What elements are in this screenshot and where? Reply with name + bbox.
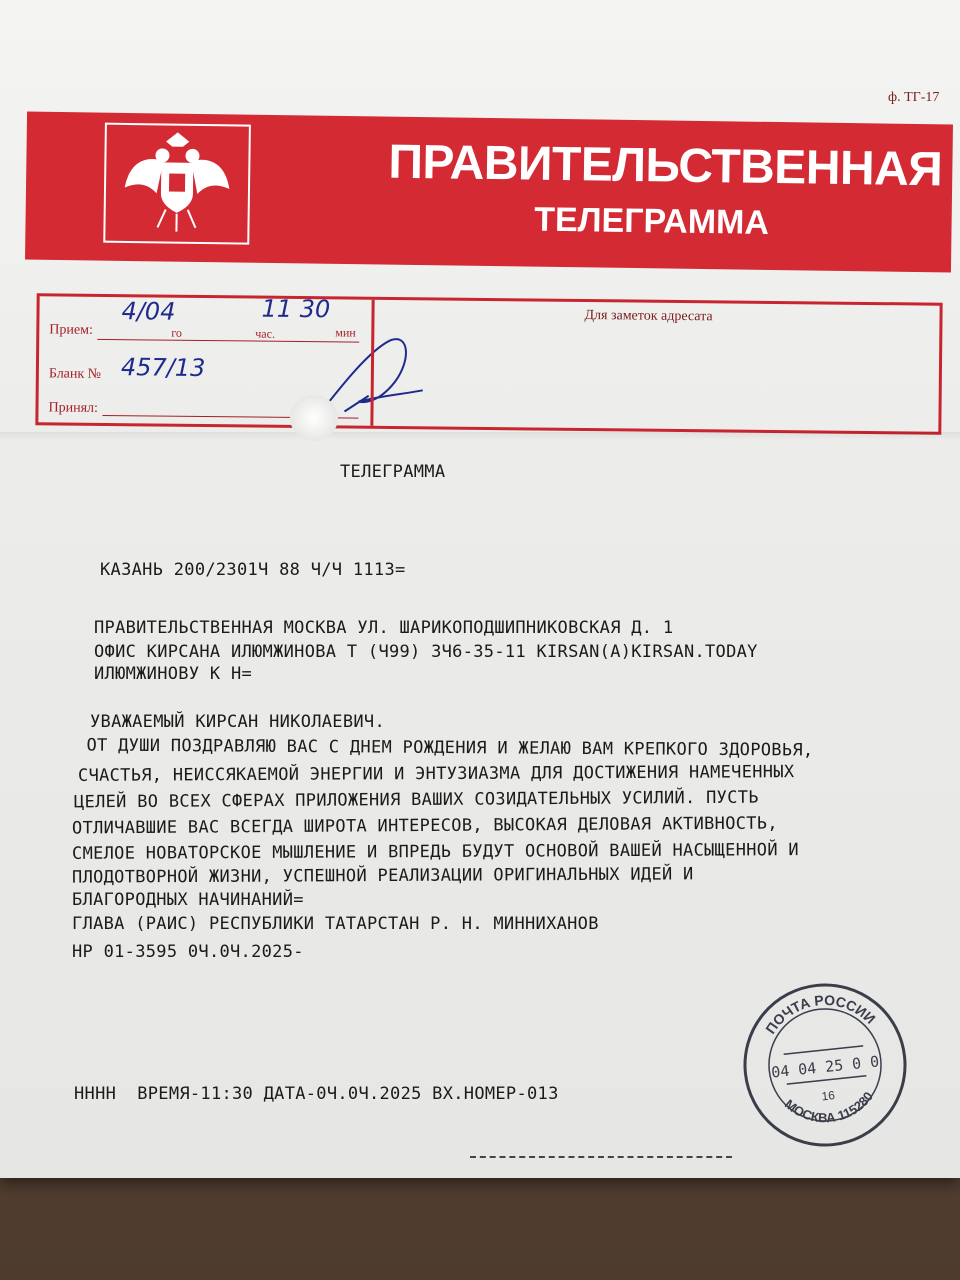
stamp-number: 16 — [820, 1088, 836, 1104]
stamp-top-text: ПОЧТА РОССИИ — [762, 991, 879, 1037]
handwritten-time: 11 30 — [261, 294, 331, 324]
stamp-date: 04 04 25 0 0 — [770, 1052, 881, 1082]
body-line: ОТ ДУШИ ПОЗДРАВЛЯЮ ВАС С ДНЕМ РОЖДЕНИЯ И ЖЕЛАЮ ВАМ КРЕПКОГО ЗДОРОВЬЯ, — [75, 735, 814, 761]
banner-subtitle: ТЕЛЕГРАММА — [533, 200, 770, 242]
footer-line: НННН ВРЕМЯ-11:30 ДАТА-0Ч.0Ч.2025 ВХ.НОМЕР-013 — [74, 1084, 559, 1104]
body-line: ПЛОДОТВОРНОЙ ЖИЗНИ, УСПЕШНОЙ РЕАЛИЗАЦИИ ОРИГИНАЛЬНЫХ ИДЕЙ И — [71, 864, 694, 888]
coat-of-arms-emblem-icon — [103, 123, 251, 245]
telegram-header: ТЕЛЕГРАММА — [340, 462, 446, 482]
date-unit-label: го — [171, 325, 183, 340]
glue-mark — [290, 395, 338, 441]
stamp-bottom-text: МОСКВА 115280 — [781, 1088, 876, 1126]
banner-title: ПРАВИТЕЛЬСТВЕННАЯ — [388, 135, 943, 197]
reception-box — [35, 293, 942, 434]
body-line: ОТЛИЧАВШИЕ ВАС ВСЕГДА ШИРОТА ИНТЕРЕСОВ, ВЫСОКАЯ ДЕЛОВАЯ АКТИВНОСТЬ, — [71, 813, 778, 839]
accepted-label: Принял: — [48, 400, 99, 416]
reference-line: НР 01-3595 0Ч.0Ч.2025- — [72, 942, 304, 962]
origin-line: КАЗАНЬ 200/2301Ч 88 Ч/Ч 1113= — [100, 560, 406, 580]
body-line: СЧАСТЬЯ, НЕИССЯКАЕМОЙ ЭНЕРГИИ И ЭНТУЗИАЗМА ДЛЯ ДОСТИЖЕНИЯ НАМЕЧЕННЫХ — [77, 762, 795, 786]
minute-unit-label: мин — [335, 325, 356, 340]
body-line: УВАЖАЕМЫЙ КИРСАН НИКОЛАЕВИЧ. — [90, 712, 385, 732]
address-line: ОФИС КИРСАНА ИЛЮМЖИНОВА Т (Ч99) 3Ч6-35-11 KIRSAN(A)KIRSAN.TODAY — [94, 642, 758, 662]
form-code: ф. ТГ-17 — [888, 90, 940, 105]
body-line: СМЕЛОЕ НОВАТОРСКОЕ МЫШЛЕНИЕ И ВПРЕДЬ БУДУТ ОСНОВОЙ ВАШЕЙ НАСЫЩЕННОЙ И — [71, 840, 799, 864]
hour-unit-label: час. — [255, 326, 276, 341]
body-line: БЛАГОРОДНЫХ НАЧИНАНИЙ= — [72, 890, 304, 910]
postal-stamp — [732, 972, 919, 1159]
handwritten-date: 4/04 — [121, 297, 176, 326]
address-line: ИЛЮМЖИНОВУ К Н= — [94, 664, 253, 684]
notes-label: Для заметок адресата — [584, 307, 713, 325]
address-line: ПРАВИТЕЛЬСТВЕННАЯ МОСКВА УЛ. ШАРИКОПОДШИПНИКОВСКАЯ Д. 1 — [94, 618, 674, 638]
body-line: ЦЕЛЕЙ ВО ВСЕХ СФЕРАХ ПРИЛОЖЕНИЯ ВАШИХ СОЗИДАТЕЛЬНЫХ УСИЛИЙ. ПУСТЬ — [73, 787, 759, 813]
signatory-line: ГЛАВА (РАИС) РЕСПУБЛИКИ ТАТАРСТАН Р. Н. МИННИХАНОВ — [72, 914, 599, 934]
received-label: Прием: — [49, 322, 93, 338]
blank-number-label: Бланк № — [48, 366, 102, 382]
handwritten-blank-number: 457/13 — [120, 353, 206, 383]
header-banner — [25, 112, 953, 273]
fold-line — [0, 432, 960, 440]
tear-dash-line — [470, 1156, 732, 1158]
